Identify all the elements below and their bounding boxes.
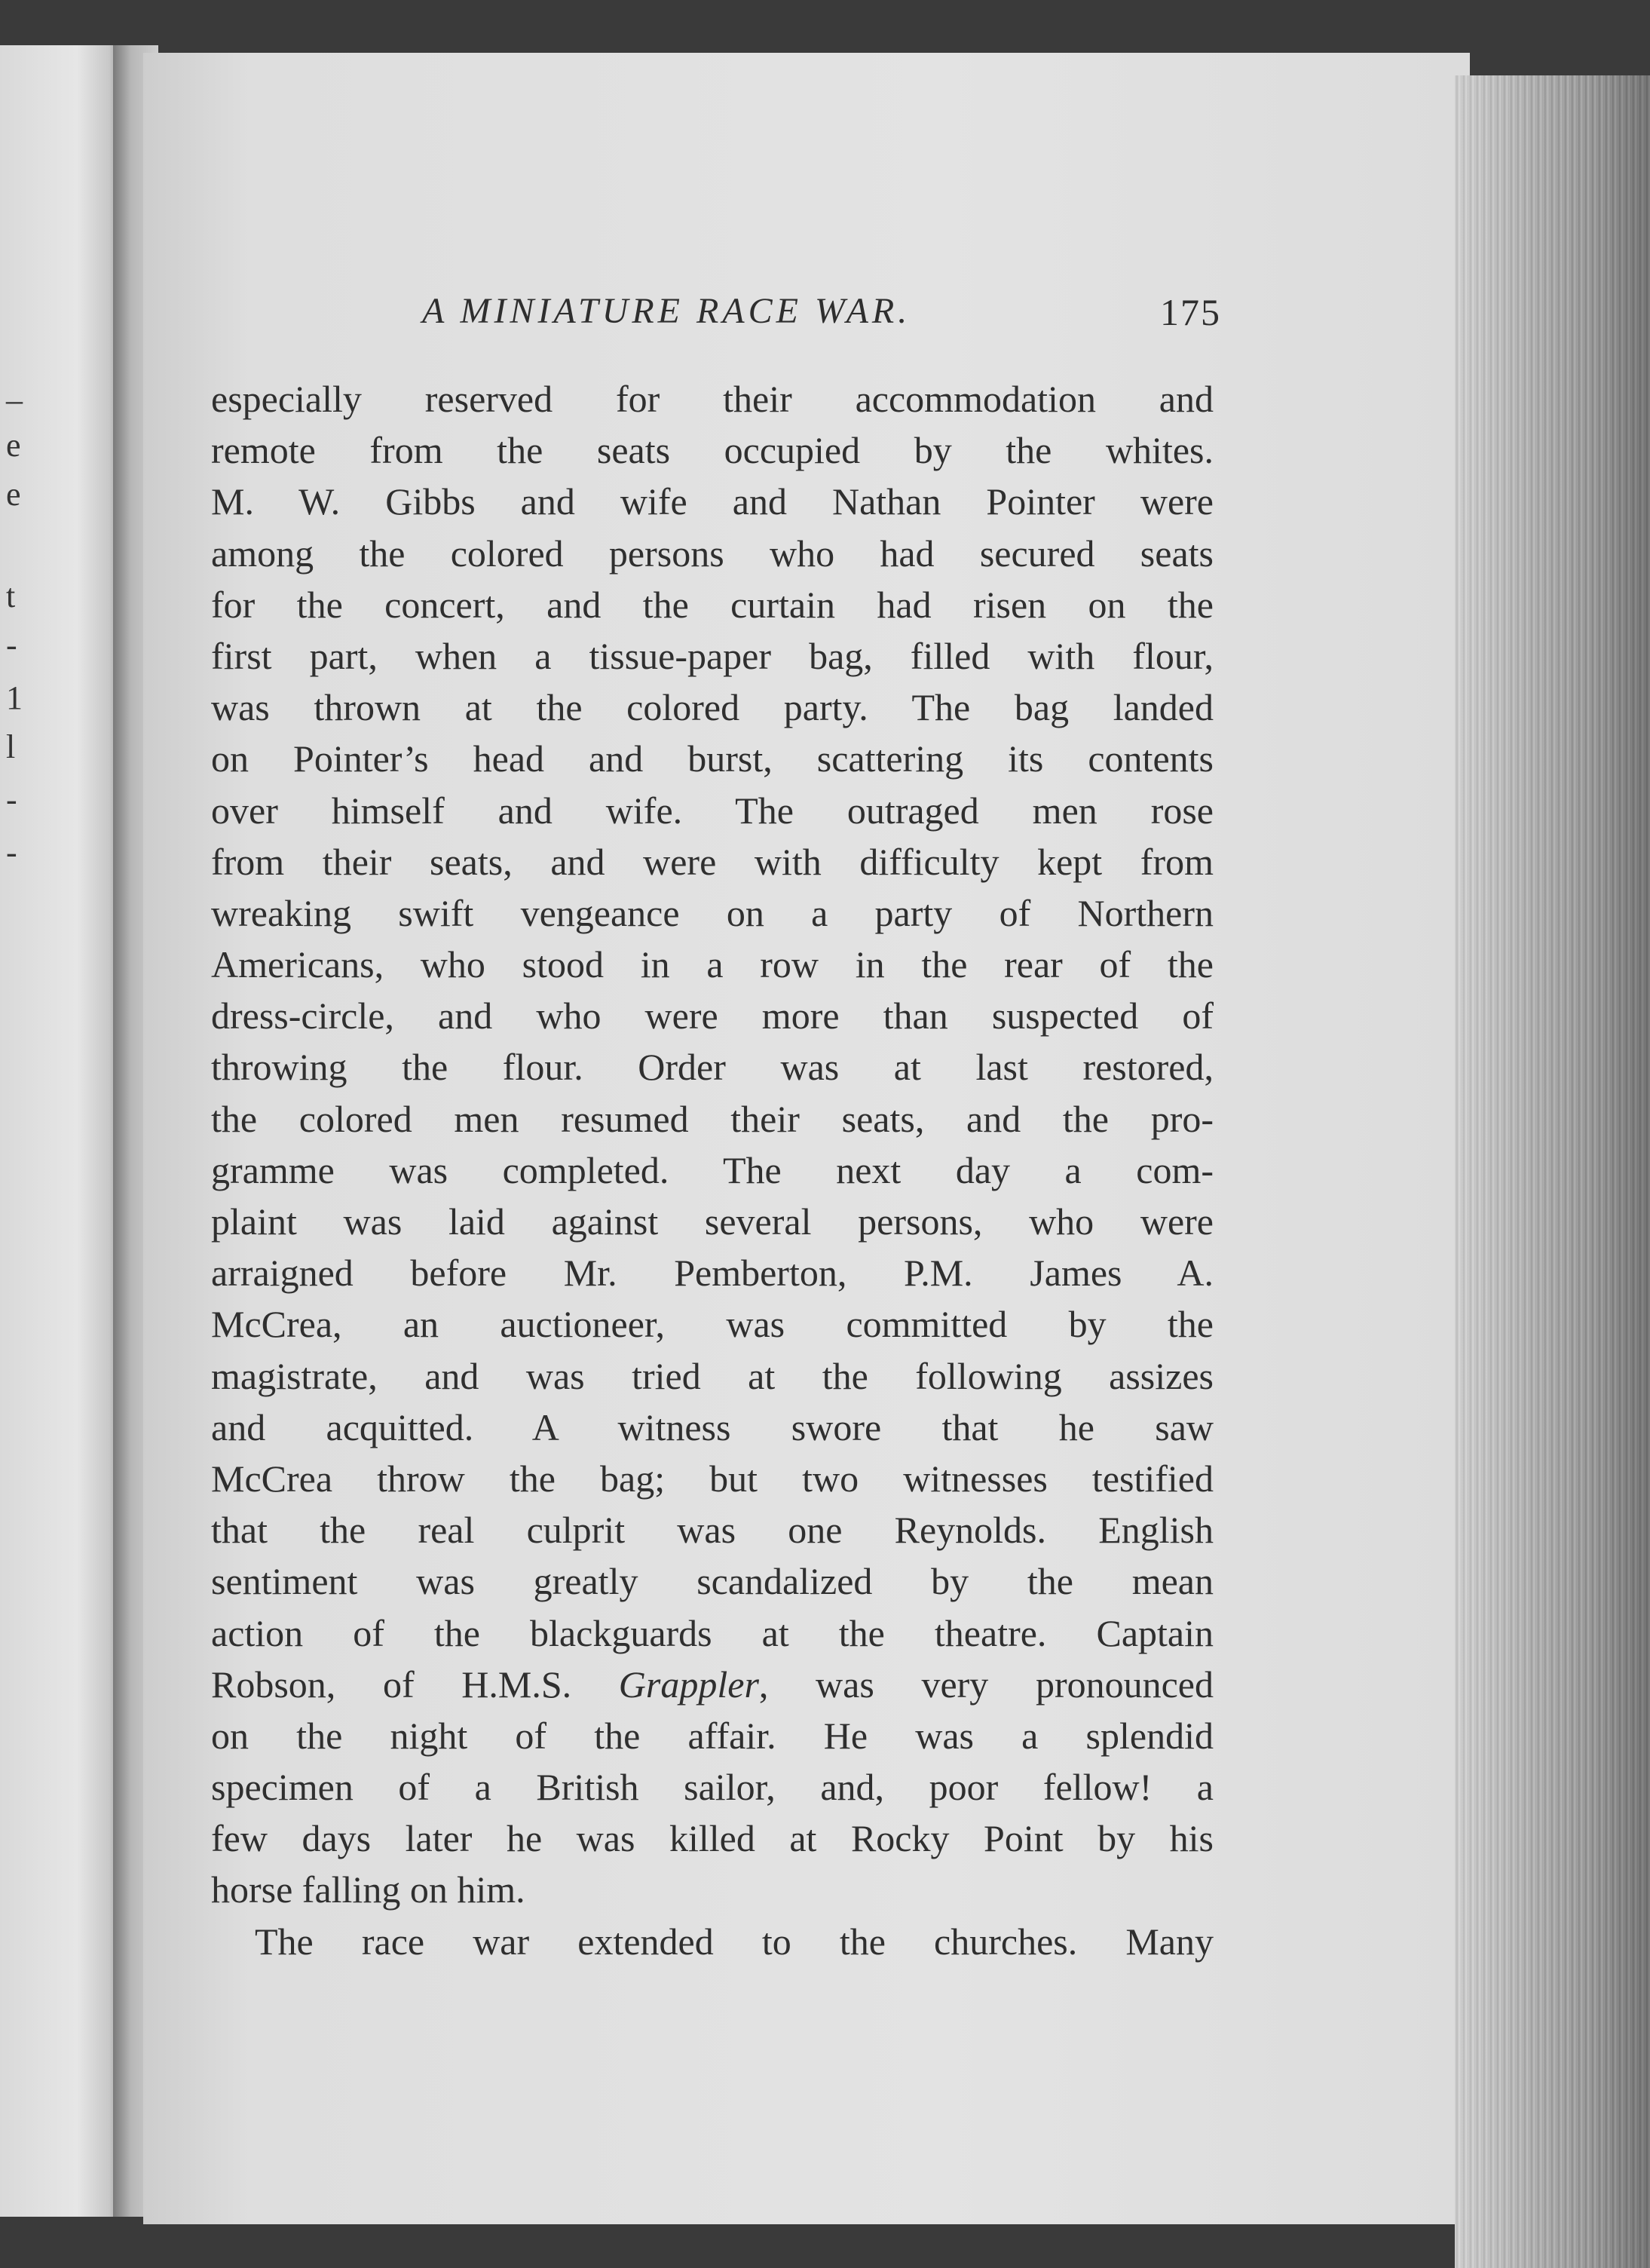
text-line: among the colored persons who had secured seats [211,532,1214,575]
page-header [422,290,1221,343]
text-line: on the night of the affair. He was a splendid [211,1714,1214,1757]
body-text [211,373,1214,1967]
left-fragment: - [6,627,17,664]
left-page-edge [0,45,128,2217]
text-line: gramme was completed. The next day a com- [211,1148,1214,1191]
left-fragment: - [6,834,17,871]
running-head: A MINIATURE RACE WAR. [422,291,911,331]
text-line: the colored men resumed their seats, and the pro- [211,1097,1214,1140]
left-fragment: e [6,476,21,513]
text-line: over himself and wife. The outraged men rose [211,789,1214,832]
text-line: throwing the flour. Order was at last restored, [211,1046,1214,1089]
text-line: dress-circle, and who were more than suspected of [211,995,1214,1037]
text-line: for the concert, and the curtain had risen on the [211,583,1214,626]
text-line: McCrea, an auctioneer, was committed by the [211,1303,1214,1346]
text-line: remote from the seats occupied by the whites. [211,429,1214,472]
robson-line-before: Robson, of H.M.S. [211,1663,619,1706]
left-fragment: e [6,427,21,464]
text-line: specimen of a British sailor, and, poor fellow! a [211,1766,1214,1809]
text-line: wreaking swift vengeance on a party of Northern [211,891,1214,934]
left-page-text-fragments [0,45,30,2217]
page-edges-shade [1455,75,1650,2268]
left-fragment: - [6,781,17,818]
text-line: arraigned before Mr. Pemberton, P.M. James A. [211,1252,1214,1295]
left-fragment: 1 [6,679,23,716]
text-line: sentiment was greatly scandalized by the mean [211,1560,1214,1603]
text-line: was thrown at the colored party. The bag landed [211,686,1214,729]
text-line: Americans, who stood in a row in the rear of the [211,943,1214,986]
left-fragment: l [6,728,16,765]
text-line: that the real culprit was one Reynolds. English [211,1509,1214,1552]
left-fragment: – [6,382,23,418]
text-line: on Pointer’s head and burst, scattering its contents [211,737,1214,780]
text-line: especially reserved for their accommodation and [211,378,1214,420]
text-line: few days later he was killed at Rocky Point by his [211,1817,1214,1860]
paragraph-end-line: horse falling on him. [211,1868,525,1911]
robson-line-after: , was very pronounced [758,1663,1214,1706]
text-line: first part, when a tissue-paper bag, filled with flour, [211,634,1214,677]
text-line: plaint was laid against several persons, who were [211,1200,1214,1243]
text-line: M. W. Gibbs and wife and Nathan Pointer were [211,480,1214,523]
text-line: action of the blackguards at the theatre. Captain [211,1611,1214,1654]
page-number: 175 [1160,291,1221,333]
text-line-robson [211,1659,1214,1710]
text-line: magistrate, and was tried at the following assizes [211,1354,1214,1397]
text-line: and acquitted. A witness swore that he saw [211,1405,1214,1448]
new-paragraph-line: The race war extended to the churches. Many [255,1920,1214,1963]
text-line: from their seats, and were with difficulty kept from [211,840,1214,883]
left-fragment: t [6,578,16,615]
ship-name: Grappler [618,1663,759,1706]
text-line: McCrea throw the bag; but two witnesses testified [211,1457,1214,1500]
